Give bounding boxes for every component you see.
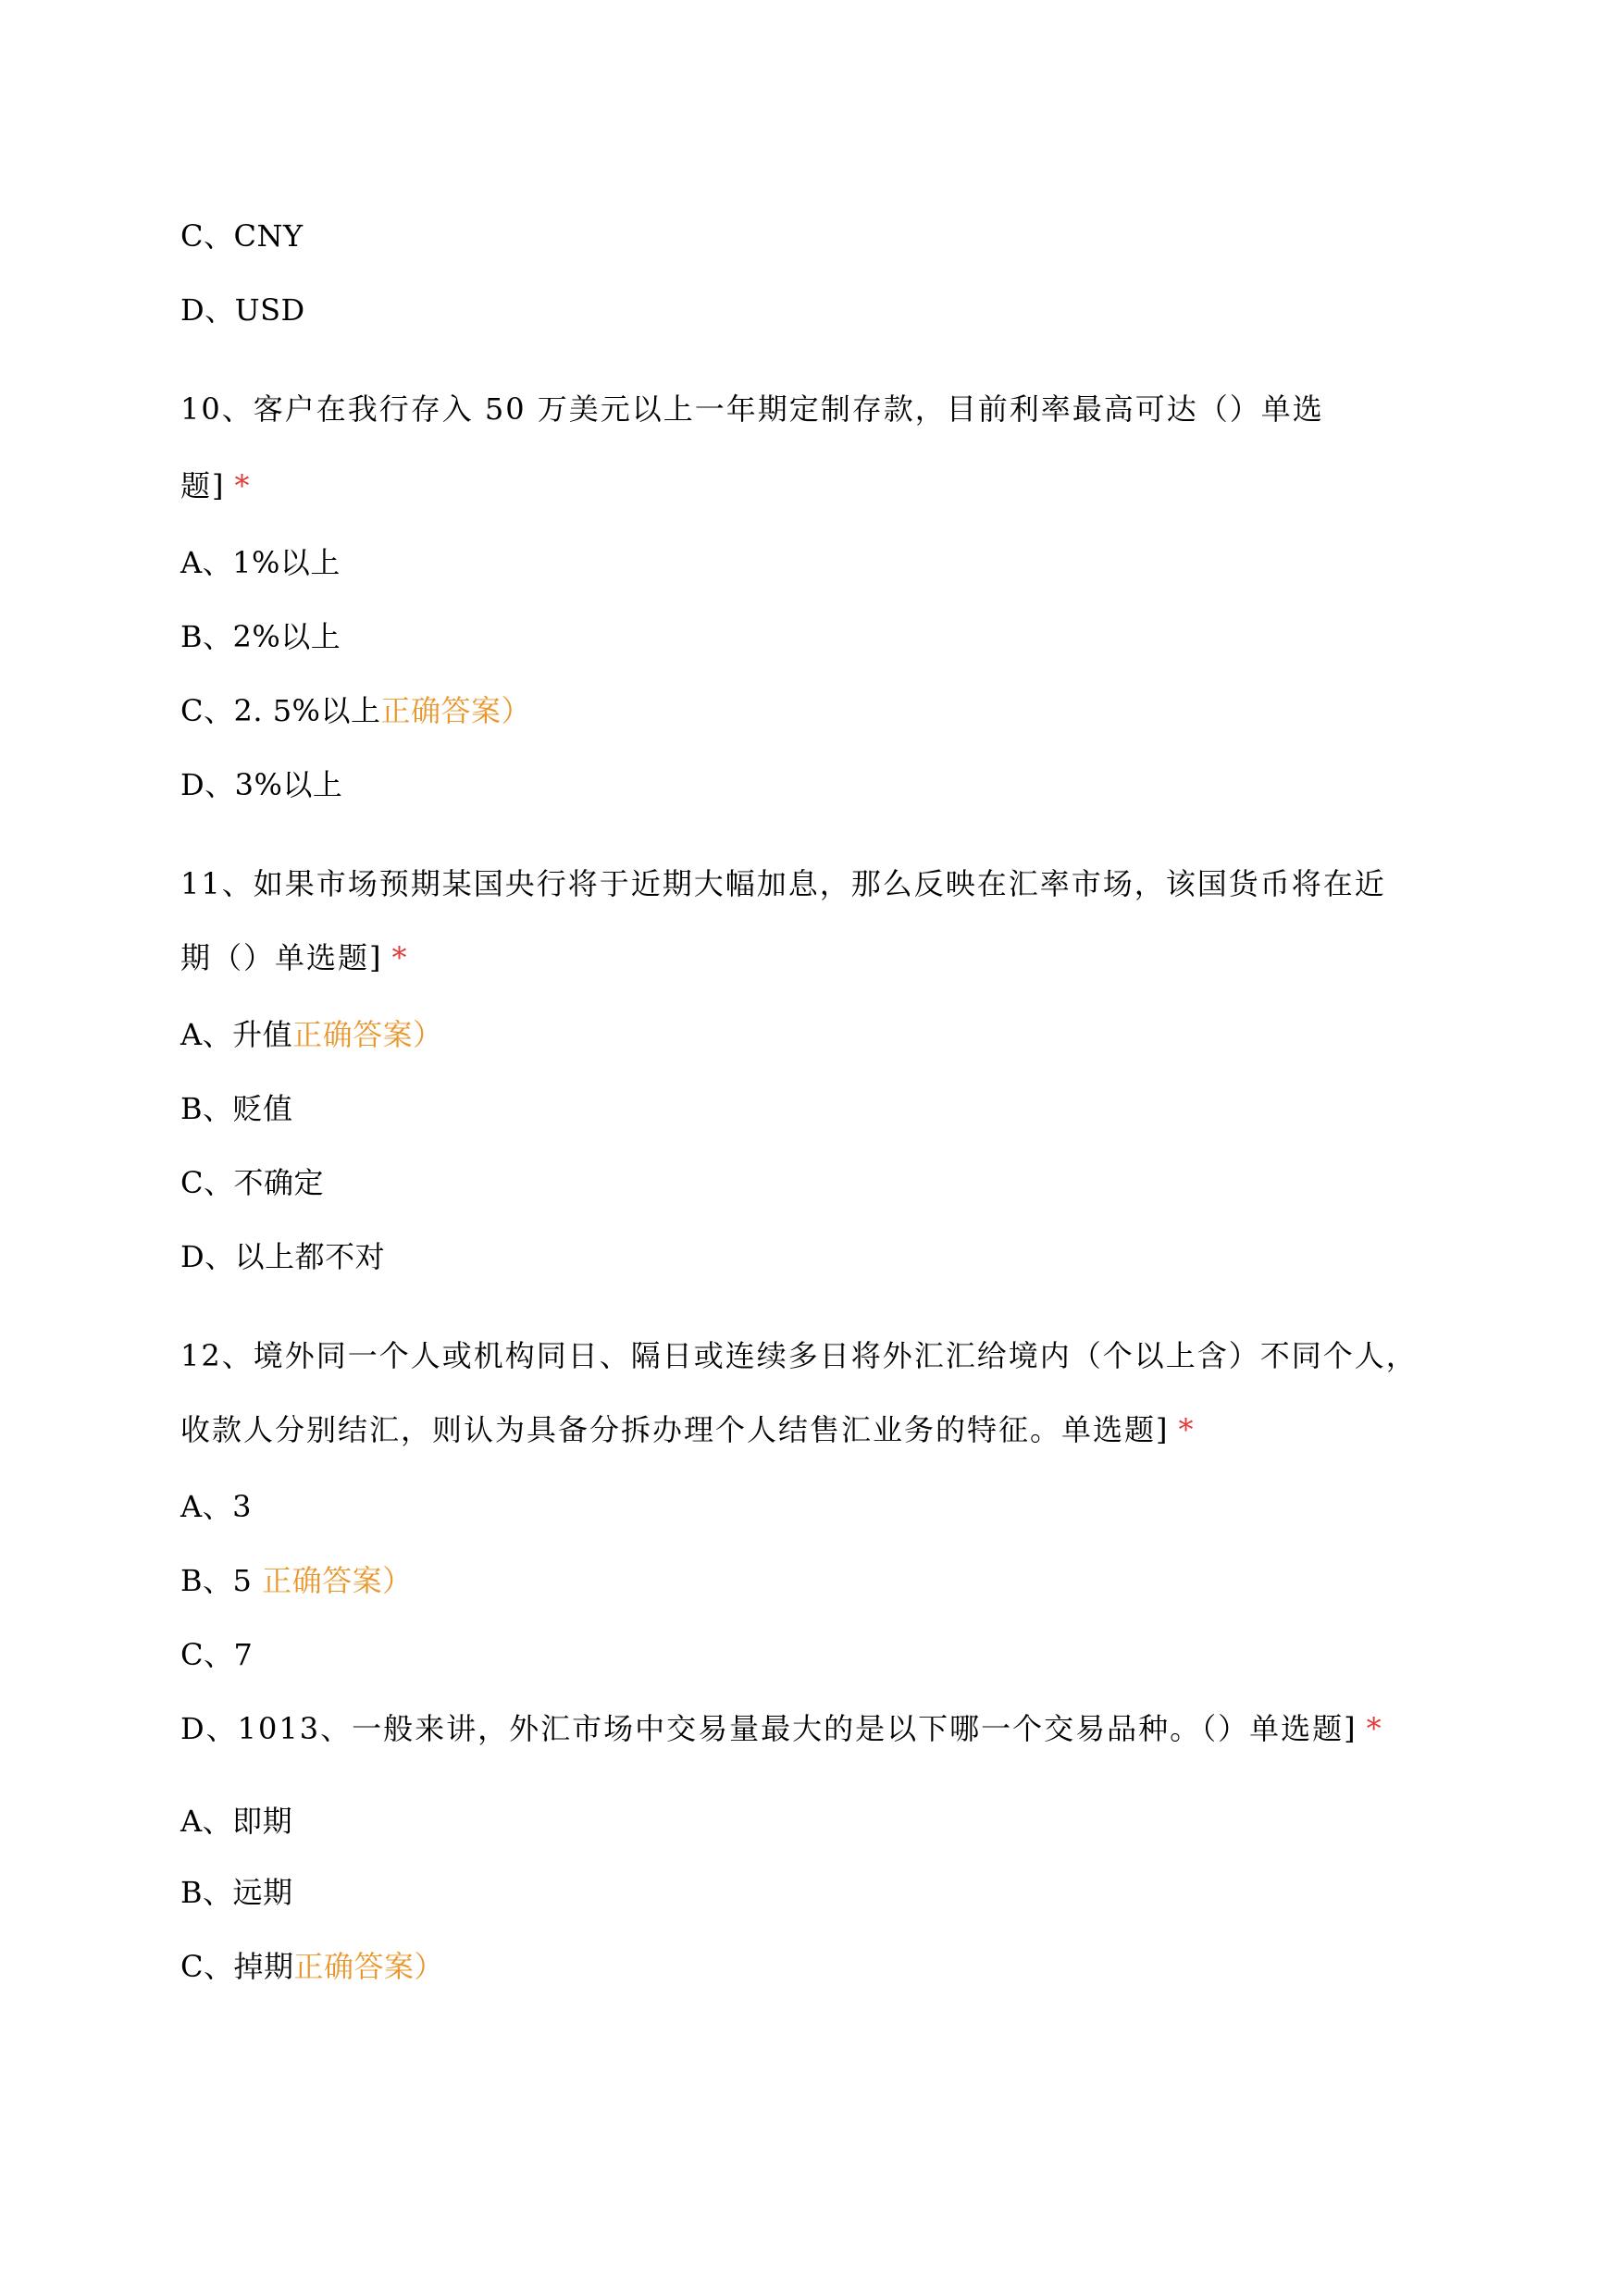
option-text: D、以上都不对 [180,1239,386,1274]
q12-option-d-question-13 [180,1710,1383,1747]
option-text: D、USD [180,292,305,328]
option-text: C、CNY [180,218,304,254]
correct-answer-label: 正确答案） [380,693,531,728]
q10-option-d [180,766,342,803]
correct-answer-label: 正确答案） [262,1563,413,1598]
required-star: * [1178,1412,1196,1447]
option-c-cny [180,217,304,254]
q13-option-b [180,1874,293,1911]
question-10-line-2 [180,467,252,504]
required-star: * [1366,1711,1383,1746]
q13-option-c [180,1948,444,1985]
question-text: 10、客户在我行存入 50 万美元以上一年期定制存款，目前利率最高可达（）单选 [180,391,1324,427]
required-star: * [234,468,252,503]
question-10-line-1 [180,391,1324,428]
question-12-line-2 [180,1411,1196,1448]
q11-option-c [180,1164,324,1201]
q10-option-b [180,618,341,655]
q13-option-a [180,1803,292,1840]
question-text: 收款人分别结汇，则认为具备分拆办理个人结售汇业务的特征。单选题] [180,1412,1170,1447]
option-text: B、贬值 [180,1091,293,1126]
option-text: A、3 [180,1489,252,1524]
option-text: C、2. 5%以上 [180,693,381,728]
option-text: A、即期 [180,1804,293,1839]
option-text: A、升值 [180,1017,293,1052]
q12-option-b [180,1562,413,1599]
question-text: 11、如果市场预期某国央行将于近期大幅加息，那么反映在汇率市场，该国货币将在近 [180,866,1386,901]
q10-option-a [180,544,341,581]
q12-option-c [180,1636,253,1673]
option-text: B、远期 [180,1875,293,1910]
option-text: C、掉期 [180,1949,294,1984]
option-text: B、2%以上 [180,619,341,654]
option-text: D、3%以上 [180,767,343,802]
q11-option-b [180,1090,293,1127]
question-text: 期（）单选题] [180,940,383,975]
option-text: A、1%以上 [180,545,341,580]
correct-answer-label: 正确答案） [292,1017,443,1052]
option-d-usd [180,292,305,329]
required-star: * [391,940,409,975]
question-text: 题] [180,468,226,503]
question-text: 12、境外同一个人或机构同日、隔日或连续多日将外汇汇给境内（个以上含）不同个人， [180,1338,1418,1373]
question-12-line-1 [180,1337,1418,1374]
option-text: B、5 [180,1563,263,1598]
q11-option-d [180,1238,385,1275]
q10-option-c [180,692,531,729]
correct-answer-label: 正确答案） [293,1949,445,1984]
question-11-line-1 [180,865,1386,902]
question-text: D、1013、一般来讲，外汇市场中交易量最大的是以下哪一个交易品种。（）单选题] [180,1711,1357,1746]
q12-option-a [180,1488,252,1525]
q11-option-a [180,1016,443,1053]
option-text: C、7 [180,1637,254,1672]
option-text: C、不确定 [180,1165,324,1200]
question-11-line-2 [180,939,409,976]
